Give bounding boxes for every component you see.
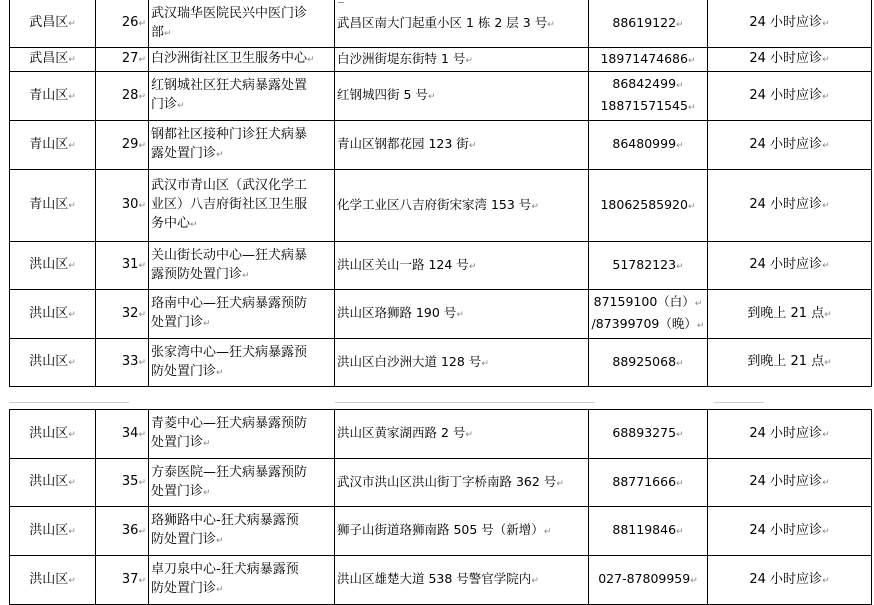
address-text: 白沙洲街堤东街特 1 号 (337, 50, 466, 66)
paragraph-mark: ↵ (138, 358, 146, 368)
phone-text: 18062585920 (600, 196, 688, 212)
address-text: 洪山区珞狮路 190 号 (337, 305, 457, 320)
table-row (10, 242, 872, 290)
address-cell (335, 242, 589, 290)
address-cell (335, 556, 589, 605)
paragraph-mark: ↵ (138, 261, 146, 271)
clinic-name-line: 处置门诊 (151, 435, 204, 450)
address-cell (335, 290, 589, 339)
clinic-name-line: 业区）八吉府街社区卫生服 (151, 197, 308, 212)
clinic-table-body-1 (10, 0, 872, 387)
paragraph-mark: ↵ (138, 478, 146, 488)
phone-line (591, 255, 705, 277)
table-row (10, 0, 872, 48)
clinic-name-cell (149, 242, 335, 290)
district-text: 青山区 (29, 87, 69, 103)
clinic-name-line: 张家湾中心—狂犬病暴露预 (151, 344, 308, 360)
district-cell (10, 290, 96, 339)
paragraph-mark: ↵ (242, 270, 250, 281)
clinic-name-line: 卓刀泉中心-狂犬病暴露预 (151, 562, 299, 577)
table-row (10, 459, 872, 507)
clinic-name-cell (149, 72, 335, 121)
hours-text: 24 小时应诊 (749, 136, 823, 152)
phone-line (591, 520, 705, 542)
paragraph-mark: ↵ (687, 103, 696, 113)
paragraph-mark: ↵ (822, 478, 830, 488)
district-cell (10, 170, 96, 242)
paragraph-mark: ↵ (138, 140, 146, 151)
address-cell (335, 170, 589, 242)
district-text: 洪山区 (29, 305, 69, 321)
number-text: 33 (121, 354, 139, 369)
district-cell (10, 410, 96, 459)
address-text: 化学工业区八吉府街宋家湾 153 号 (337, 196, 532, 212)
paragraph-mark: ↵ (676, 261, 684, 272)
phone-text: 86842499 (612, 76, 677, 91)
number-cell (96, 72, 149, 121)
clinic-name-line: 门诊 (151, 97, 178, 112)
paragraph-mark: ↵ (694, 299, 703, 309)
clinic-name-line: 部 (151, 24, 165, 40)
phone-text: 027-87809959 (598, 571, 691, 586)
hours-text: 24 小时应诊 (749, 257, 823, 272)
paragraph-mark: ↵ (822, 526, 830, 537)
paragraph-mark: ↵ (822, 429, 830, 440)
paragraph-mark: ↵ (68, 429, 76, 440)
number-cell (96, 242, 149, 290)
hours-cell (708, 72, 872, 121)
page-break-line (335, 402, 595, 403)
phone-text: 68893275 (612, 425, 677, 440)
clinic-name-cell (149, 507, 335, 556)
table-row (10, 48, 872, 72)
paragraph-mark: ↵ (138, 429, 146, 440)
phone-cell (589, 556, 708, 605)
clinic-table-body-2 (10, 410, 872, 605)
district-text: 洪山区 (29, 257, 69, 272)
phone-text: 88119846 (612, 522, 677, 537)
district-text: 洪山区 (29, 354, 69, 369)
phone-line (591, 352, 705, 374)
district-cell (10, 459, 96, 507)
paragraph-mark: ↵ (68, 309, 76, 320)
district-text: 洪山区 (29, 571, 69, 587)
paragraph-mark: ↵ (216, 585, 224, 595)
clinic-name-line: 钢都社区接种门诊狂犬病暴 (151, 127, 308, 142)
paragraph-mark: ↵ (216, 367, 224, 378)
paragraph-mark: ↵ (216, 150, 224, 160)
paragraph-mark: ↵ (822, 19, 830, 29)
phone-line (591, 74, 705, 96)
page-break-line (9, 402, 129, 403)
paragraph-mark: ↵ (822, 261, 830, 271)
paragraph-mark: ↵ (676, 141, 684, 151)
district-cell (10, 0, 96, 48)
district-cell (10, 121, 96, 170)
table-row (10, 507, 872, 556)
hours-text: 24 小时应诊 (749, 425, 823, 441)
clinic-name-cell (149, 0, 335, 48)
paragraph-mark: ↵ (822, 91, 830, 102)
hours-cell (708, 0, 872, 48)
paragraph-mark: ↵ (687, 201, 696, 212)
phone-line (591, 314, 705, 336)
paragraph-mark: ↵ (203, 487, 211, 498)
hours-cell (708, 242, 872, 290)
paragraph-mark: ↵ (822, 575, 830, 586)
district-text: 洪山区 (29, 474, 69, 489)
number-text: 30 (121, 197, 139, 212)
number-cell (96, 556, 149, 605)
address-text: 洪山区雄楚大道 538 号警官学院内 (337, 571, 532, 586)
clinic-name-line: 关山街长动中心—狂犬病暴 (151, 247, 308, 263)
address-cell (335, 72, 589, 121)
hours-text: 24 小时应诊 (749, 197, 823, 212)
phone-text: /87399709（晚） (591, 316, 697, 331)
table-row (10, 121, 872, 170)
number-text: 35 (121, 474, 139, 489)
number-text: 26 (121, 15, 139, 30)
paragraph-mark: ↵ (138, 575, 146, 586)
clinic-name-cell (149, 170, 335, 242)
clinic-table-part-1 (9, 0, 872, 387)
clinic-name-cell (149, 290, 335, 339)
phone-cell (589, 410, 708, 459)
number-cell (96, 507, 149, 556)
hours-text: 到晚上 21 点 (747, 305, 825, 321)
phone-cell (589, 290, 708, 339)
paragraph-mark: ↵ (543, 527, 552, 537)
address-cell (335, 48, 589, 72)
paragraph-mark: ↵ (68, 526, 76, 537)
phone-cell (589, 121, 708, 170)
address-text: 狮子山街道珞狮南路 505 号（新增） (337, 522, 544, 537)
number-text: 28 (121, 87, 139, 103)
district-text: 武昌区 (29, 51, 69, 66)
paragraph-mark: ↵ (456, 310, 464, 320)
paragraph-mark: ↵ (68, 140, 76, 151)
clinic-name-line: 白沙洲街社区卫生服务中心 (151, 51, 308, 66)
number-cell (96, 121, 149, 170)
district-text: 洪山区 (29, 522, 69, 538)
hours-text: 24 小时应诊 (749, 87, 823, 103)
clinic-name-cell (149, 121, 335, 170)
phone-line (591, 472, 705, 494)
clinic-name-line: 珞南中心—狂犬病暴露预防 (151, 296, 308, 311)
number-cell (96, 0, 149, 48)
paragraph-mark: ↵ (676, 19, 684, 30)
paragraph-mark: ↵ (138, 55, 146, 65)
paragraph-mark: ↵ (696, 321, 705, 331)
paragraph-mark: ↵ (547, 19, 555, 30)
clinic-name-line: 武汉市青山区（武汉化学工 (151, 178, 308, 193)
phone-text: 88925068 (612, 353, 677, 369)
phone-text: 88619122 (612, 14, 677, 30)
number-cell (96, 459, 149, 507)
clinic-name-line: 露处置门诊 (151, 146, 217, 161)
hours-text: 24 小时应诊 (749, 474, 823, 489)
paragraph-mark: ↵ (138, 526, 146, 537)
paragraph-mark: ↵ (465, 55, 473, 66)
paragraph-mark: ↵ (676, 478, 684, 489)
address-text: 红钢城四街 5 号 (337, 87, 428, 102)
paragraph-mark: ↵ (138, 201, 146, 211)
paragraph-mark: ↵ (556, 478, 564, 489)
table-row (10, 290, 872, 339)
clinic-name-cell (149, 410, 335, 459)
district-cell (10, 48, 96, 72)
hours-text: 到晚上 21 点 (747, 354, 825, 369)
table-row (10, 410, 872, 459)
hours-cell (708, 339, 872, 387)
number-text: 32 (121, 305, 139, 321)
number-text: 37 (121, 571, 139, 587)
page-break-line (714, 402, 764, 403)
hours-cell (708, 48, 872, 72)
hours-cell (708, 459, 872, 507)
district-text: 青山区 (29, 136, 69, 152)
paragraph-mark: ↵ (822, 140, 830, 151)
address-cell (335, 339, 589, 387)
phone-line (591, 423, 705, 445)
phone-cell (589, 48, 708, 72)
phone-text: 88771666 (612, 473, 677, 489)
clinic-name-line: 珞狮路中心-狂犬病暴露预 (151, 513, 299, 528)
clinic-name-line: 红钢城社区狂犬病暴露处置 (151, 78, 308, 93)
address-text: 洪山区关山一路 124 号 (337, 256, 469, 272)
paragraph-mark: ↵ (676, 527, 684, 537)
phone-cell (589, 72, 708, 121)
paragraph-mark: ↵ (307, 55, 315, 65)
paragraph-mark: ↵ (164, 28, 172, 39)
table-row (10, 556, 872, 605)
paragraph-mark: ↵ (68, 478, 76, 488)
phone-text: 18871571545 (600, 98, 688, 113)
paragraph-mark: ↵ (531, 201, 539, 212)
number-cell (96, 48, 149, 72)
paragraph-mark: ↵ (824, 358, 832, 368)
phone-cell (589, 459, 708, 507)
phone-line (591, 569, 705, 591)
clinic-name-line: 防处置门诊 (151, 363, 217, 379)
hours-cell (708, 556, 872, 605)
hours-cell (708, 507, 872, 556)
clinic-name-line: 防处置门诊 (151, 532, 217, 547)
address-text: 青山区钢都花园 123 街 (337, 136, 469, 151)
address-cell (335, 410, 589, 459)
phone-text: 86480999 (612, 136, 677, 151)
paragraph-mark: ↵ (68, 358, 76, 368)
number-text: 36 (121, 522, 139, 538)
paragraph-mark: ↵ (203, 319, 211, 329)
phone-line (591, 134, 705, 156)
hours-text: 24 小时应诊 (749, 15, 823, 30)
clinic-name-cell (149, 556, 335, 605)
hours-text: 24 小时应诊 (749, 522, 823, 538)
address-cell (335, 0, 589, 48)
paragraph-mark: ↵ (190, 220, 198, 230)
table-row (10, 170, 872, 242)
address-cell (335, 459, 589, 507)
paragraph-mark: ↵ (68, 575, 76, 586)
hours-cell (708, 170, 872, 242)
district-cell (10, 339, 96, 387)
number-text: 29 (121, 136, 139, 152)
clinic-name-line: 处置门诊 (151, 483, 204, 499)
paragraph-mark: ↵ (68, 261, 76, 271)
clinic-name-line: 青菱中心—狂犬病暴露预防 (151, 416, 308, 431)
phone-line (591, 195, 705, 217)
phone-cell (589, 0, 708, 48)
paragraph-mark: ↵ (676, 358, 684, 369)
paragraph-mark: ↵ (68, 55, 76, 65)
number-text: 34 (121, 425, 139, 441)
clinic-name-line: 防处置门诊 (151, 581, 217, 596)
paragraph-mark: ↵ (676, 430, 684, 440)
phone-text: 51782123 (612, 256, 677, 272)
hours-cell (708, 410, 872, 459)
district-cell (10, 242, 96, 290)
clinic-name-cell (149, 339, 335, 387)
phone-cell (589, 507, 708, 556)
clinic-table-part-2 (9, 409, 872, 605)
phone-line (591, 13, 705, 35)
paragraph-mark: ↵ (427, 92, 436, 102)
number-cell (96, 170, 149, 242)
paragraph-mark: ↵ (822, 201, 830, 211)
paragraph-mark: ↵ (138, 91, 146, 102)
number-text: 27 (121, 51, 139, 66)
paragraph-mark: ↵ (824, 309, 832, 320)
paragraph-mark: ↵ (468, 141, 477, 151)
phone-line (591, 96, 705, 118)
paragraph-mark: ↵ (676, 81, 684, 91)
hours-text: 24 小时应诊 (749, 51, 823, 66)
paragraph-mark: ↵ (138, 19, 146, 29)
address-text: 武昌区南大门起重小区 1 栋 2 层 3 号 (337, 14, 548, 30)
number-text: 31 (121, 257, 139, 272)
district-cell (10, 556, 96, 605)
district-cell (10, 507, 96, 556)
phone-cell (589, 339, 708, 387)
address-cell (335, 507, 589, 556)
number-cell (96, 410, 149, 459)
table-row (10, 339, 872, 387)
phone-cell (589, 170, 708, 242)
paragraph-mark: ↵ (138, 309, 146, 320)
paragraph-mark: ↵ (68, 91, 76, 102)
clinic-name-line: 处置门诊 (151, 315, 204, 330)
phone-line (591, 49, 705, 71)
paragraph-mark: ↵ (531, 576, 539, 586)
clinic-name-cell (149, 459, 335, 507)
address-text: 武汉市洪山区洪山街丁字桥南路 362 号 (337, 473, 557, 489)
address-cell (335, 121, 589, 170)
table-row (10, 72, 872, 121)
district-cell (10, 72, 96, 121)
district-text: 武昌区 (29, 15, 69, 30)
paragraph-mark: ↵ (822, 55, 830, 65)
phone-text: 18971474686 (600, 50, 688, 66)
district-text: 青山区 (29, 197, 69, 212)
paragraph-mark: ↵ (216, 536, 224, 546)
number-cell (96, 339, 149, 387)
clinic-name-cell (149, 48, 335, 72)
hours-text: 24 小时应诊 (749, 571, 823, 587)
paragraph-mark: ↵ (177, 101, 185, 111)
paragraph-mark: ↵ (68, 201, 76, 211)
phone-line (591, 292, 705, 314)
phone-text: 87159100（白） (593, 294, 695, 309)
paragraph-mark: ↵ (203, 439, 211, 449)
paragraph-mark: ↵ (690, 576, 698, 586)
paragraph-mark: ↵ (465, 430, 473, 440)
paragraph-mark: ↵ (468, 261, 477, 272)
number-cell (96, 290, 149, 339)
paragraph-mark: ↵ (687, 55, 696, 66)
address-text: 洪山区白沙洲大道 128 号 (337, 353, 482, 369)
hours-cell (708, 121, 872, 170)
clinic-name-line: 露预防处置门诊 (151, 266, 243, 282)
address-text: 洪山区黄家湖西路 2 号 (337, 425, 466, 440)
clinic-name-line: 务中心 (151, 216, 191, 231)
phone-cell (589, 242, 708, 290)
district-text: 洪山区 (29, 425, 69, 441)
paragraph-mark: ↵ (68, 19, 76, 29)
clinic-name-line: 武汉瑞华医院民兴中医门诊 (151, 5, 308, 21)
clinic-name-line: 方泰医院—狂犬病暴露预防 (151, 464, 308, 480)
hours-cell (708, 290, 872, 339)
paragraph-mark: ↵ (481, 358, 489, 369)
